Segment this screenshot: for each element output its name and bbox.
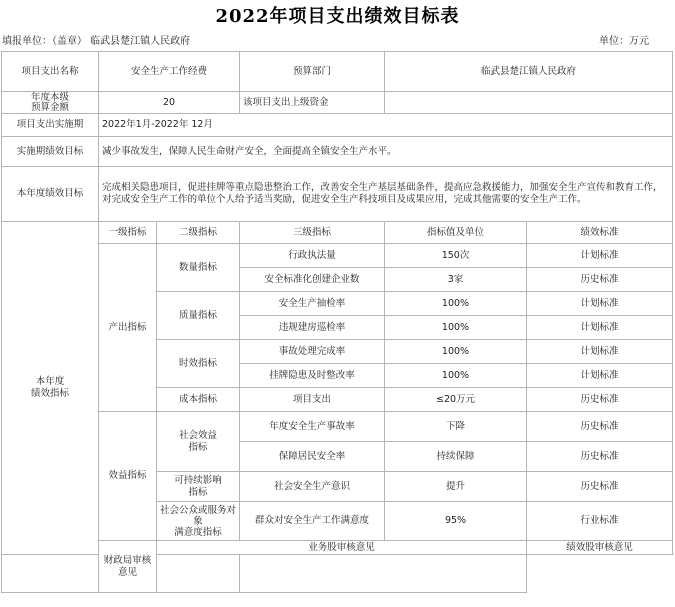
page-title: 2022年项目支出绩效目标表 [215,6,460,27]
indicator-name: 项目支出 [240,388,385,412]
indicator-value: 100% [385,340,527,364]
indicator-name: 挂牌隐患及时整改率 [240,364,385,388]
dept-value: 临武县楚江镇人民政府 [385,52,673,92]
table-row [2,52,673,92]
satisfaction-indicator-label: 社会公众或服务对象 满意度指标 [157,502,240,541]
benefit-indicator-label: 效益指标 [99,412,157,541]
filing-unit-label: 填报单位：（盖章） 临武县楚江镇人民政府 [2,36,191,47]
business-review-label: 业务股审核意见 [157,541,527,555]
indicator-standard: 计划标准 [527,244,673,268]
col-level2-header: 二级指标 [157,222,240,244]
year-goal-value: 完成相关隐患项目，促进挂牌等重点隐患整治工作，改善安全生产基层基础条件，提高应急救援能力，加强安全生产宣传和教育工作，对完成安全生产工作的单位个人给予适当奖励，促进安全生产科技项目及成果应用，完成其他需要的安全生产工作。 [99,167,673,222]
indicator-value: 提升 [385,472,527,502]
table-row [2,541,673,555]
performance-review-label: 绩效股审核意见 [527,541,673,555]
indicator-name: 社会安全生产意识 [240,472,385,502]
dept-label: 预算部门 [240,52,385,92]
indicators-section-label: 本年度 绩效指标 [2,222,99,555]
indicator-standard: 历史标准 [527,388,673,412]
indicator-value: 95% [385,502,527,541]
table-row [2,244,673,268]
table-row [2,167,673,222]
table-row [2,137,673,167]
project-name-value: 安全生产工作经费 [99,52,240,92]
indicator-name: 安全生产抽检率 [240,292,385,316]
indicator-standard: 计划标准 [527,292,673,316]
period-value: 2022年1月-2022年 12月 [99,114,673,137]
indicator-value: 100% [385,316,527,340]
indicator-standard: 计划标准 [527,364,673,388]
indicator-value: 持续保障 [385,442,527,472]
output-indicator-label: 产出指标 [99,244,157,412]
indicator-value: 150次 [385,244,527,268]
col-level1-header: 一级指标 [99,222,157,244]
indicator-name: 违规建房巡检率 [240,316,385,340]
indicator-value: 下降 [385,412,527,442]
indicator-name: 年度安全生产事故率 [240,412,385,442]
budget-label: 年度本级 预算金额 [2,92,99,114]
performance-goal-table [1,51,673,593]
indicator-name: 保障居民安全率 [240,442,385,472]
col-standard-header: 绩效标准 [527,222,673,244]
cost-indicator-label: 成本指标 [157,388,240,412]
project-name-label: 项目支出名称 [2,52,99,92]
table-row [2,222,673,244]
indicator-standard: 历史标准 [527,412,673,442]
indicator-name: 安全标准化创建企业数 [240,268,385,292]
indicator-value: ≤20万元 [385,388,527,412]
currency-unit-label: 单位：万元 [599,36,649,47]
year-goal-label: 本年度绩效目标 [2,167,99,222]
indicator-name: 事故处理完成率 [240,340,385,364]
table-row [2,555,673,593]
period-label: 项目支出实施期 [2,114,99,137]
table-row [2,114,673,137]
budget-value: 20 [99,92,240,114]
finance-review-label: 财政局审核意见 [99,541,157,593]
table-row [2,412,673,442]
performance-review-field[interactable] [240,555,527,593]
indicator-name: 行政执法量 [240,244,385,268]
quantity-indicator-label: 数量指标 [157,244,240,292]
quality-indicator-label: 质量指标 [157,292,240,340]
period-goal-label: 实施期绩效目标 [2,137,99,167]
indicator-standard: 历史标准 [527,442,673,472]
indicator-standard: 计划标准 [527,340,673,364]
indicator-value: 100% [385,292,527,316]
table-row [2,92,673,114]
col-level3-header: 三级指标 [240,222,385,244]
col-value-header: 指标值及单位 [385,222,527,244]
period-goal-value: 减少事故发生，保障人民生命财产安全，全面提高全镇安全生产水平。 [99,137,673,167]
indicator-value: 3家 [385,268,527,292]
fund-source-text: 该项目支出上级资金 [240,92,385,114]
indicator-value: 100% [385,364,527,388]
indicator-standard: 历史标准 [527,268,673,292]
indicator-name: 群众对安全生产工作满意度 [240,502,385,541]
timeliness-indicator-label: 时效指标 [157,340,240,388]
indicator-standard: 历史标准 [527,472,673,502]
sustainable-indicator-label: 可持续影响 指标 [157,472,240,502]
social-benefit-indicator-label: 社会效益 指标 [157,412,240,472]
indicator-standard: 计划标准 [527,316,673,340]
indicator-standard: 行业标准 [527,502,673,541]
